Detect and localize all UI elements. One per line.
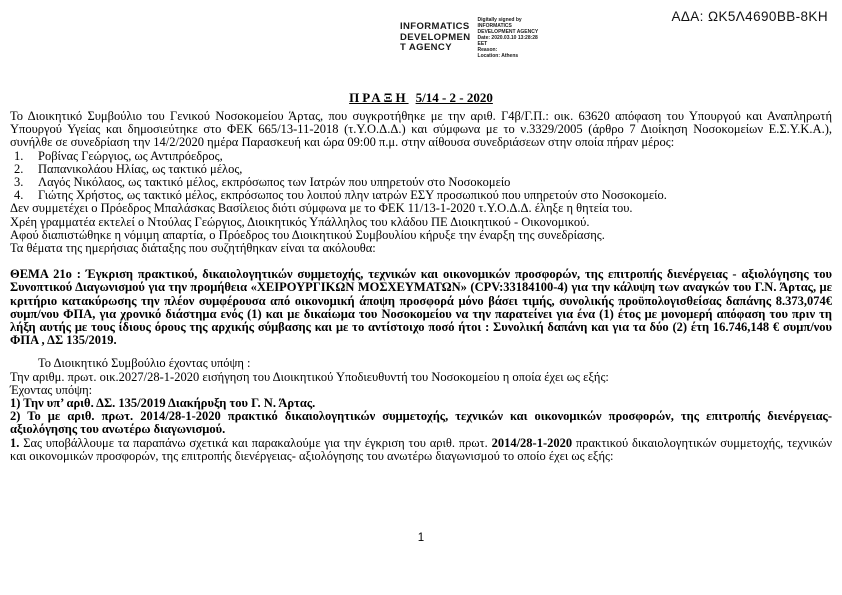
note-secretary: Χρέη γραμματέα εκτελεί ο Ντούλας Γεώργιος, Διοικητικός Υπάλληλος του κλάδου ΠΕ Διοικητικού - Οικονομικού. (10, 214, 590, 229)
signature-detail-line: Digitally signed by (477, 17, 522, 23)
signature-detail-line: Date: 2020.03.10 13:28:28 (477, 35, 538, 41)
member-number: 2. (14, 161, 24, 176)
submission-text-post: πρακτικού δικαιολογητικών συμμετοχής, τεχνικών και οικονομικών προσφορών, της επιτροπής διενέργειας- αξιολόγησης του ανωτέρω διαγωνισμού το οποίο έχει ως εξής: (10, 435, 833, 463)
page-number: 1 (417, 532, 425, 544)
digital-signature-stamp (400, 15, 538, 59)
member-text: Παπανικολάου Ηλίας, ως τακτικό μέλος, (38, 161, 243, 176)
document-body (10, 110, 832, 463)
submission-protocol-number: 2014/28-1-2020 (491, 435, 573, 450)
title-date: 5/14 - 2 - 2020 (415, 90, 493, 105)
member-number: 1. (14, 148, 24, 163)
board-intro-line: Το Διοικητικό Συμβούλιο έχοντας υπόψη : (38, 356, 251, 371)
consideration-item-1: 1) Την υπ’ αριθ. ΔΣ. 135/2019 Διακήρυξη του Γ. Ν. Άρτας. (10, 396, 316, 411)
intro-paragraph: Το Διοικητικό Συμβούλιο του Γενικού Νοσοκομείου Άρτας, που συγκροτήθηκε με την αριθ. Γ4β/Γ.Π.: οικ. 63620 απόφαση του Υπουργού και Αναπληρωτή Υπουργού Υγείας και δημοσιεύτηκε στο ΦΕΚ 665/13-11-2018 (τ.Υ.Ο.Δ.Δ.) και σύμφωνα με το ν.3329/2005 (άρθρο 7 Διοίκηση Νοσοκομείων Ε.Σ.Υ.Κ.Α.), συνήλθε σε συνεδρίαση την 14/2/2020 ημέρα Παρασκευή και ώρα 09:00 π.μ. στην αίθουσα συνεδριάσεων στην οποία πήραν μέρος: (10, 109, 832, 150)
member-text: Ροβίνας Γεώργιος, ως Αντιπρόεδρος, (38, 148, 223, 163)
signature-detail-line: INFORMATICS (477, 23, 512, 29)
ada-code: ΑΔΑ: ΩΚ5Λ4690ΒΒ-8ΚΗ (671, 9, 828, 24)
agency-line: T AGENCY (400, 42, 452, 53)
signature-detail-line: EET (477, 41, 488, 47)
member-row (10, 150, 832, 163)
recommendation-line: Την αριθμ. πρωτ. οικ.2027/28-1-2020 εισήγηση του Διοικητικού Υποδιευθυντή του Νοσοκομείου η οποία έχει ως εξής: (10, 369, 609, 384)
member-number: 4. (14, 188, 24, 203)
signature-detail-line: Reason: (477, 47, 498, 53)
note-quorum: Αφού διαπιστώθηκε η νόμιμη απαρτία, ο Πρόεδρος του Διοικητικού Συμβουλίου κήρυξε την έναρξη της συνεδρίασης. (10, 227, 605, 242)
submission-text-pre: Σας υποβάλλουμε τα παραπάνω σχετικά και παρακαλούμε για την έγκριση του αριθ. πρωτ. (19, 435, 492, 450)
member-text: Λαγός Νικόλαος, ως τακτικό μέλος, εκπρόσωπος των Ιατρών που υπηρετούν στο Νοσοκομείο (38, 175, 511, 190)
document-title-text (349, 90, 493, 105)
signature-detail-line: DEVELOPMENT AGENCY (477, 29, 539, 35)
title-word: ΠΡΑΞΗ (349, 90, 409, 105)
agency-line: INFORMATICS (400, 21, 470, 32)
signature-agency-name (400, 15, 471, 59)
member-text: Γιώτης Χρήστος, ως τακτικό μέλος, εκπρόσωπος του λοιπού πλην ιατρών ΕΣΥ προσωπικού που υπηρετούν στο Νοσοκομείο. (38, 188, 667, 203)
note-absent-president: Δεν συμμετέχει ο Πρόεδρος Μπαλάσκας Βασίλειος διότι σύμφωνα με το ΦΕΚ 11/13-1-2020 τ.Υ.Ο.Δ.Δ. έληξε η θητεία του. (10, 201, 633, 216)
member-number: 3. (14, 175, 24, 190)
document-title (0, 90, 842, 106)
agency-line: DEVELOPMEN (400, 31, 471, 43)
consideration-item-2: 2) Το με αριθ. πρωτ. 2014/28-1-2020 πρακτικό δικαιολογητικών συμμετοχής, τεχνικών και οικονομικών προσφορών, της επιτροπής διενέργειας- αξιολόγησης του ανωτέρω διαγωνισμού. (10, 409, 832, 437)
having-regard-line: Έχοντας υπόψη: (10, 382, 93, 397)
submission-paragraph (10, 437, 832, 463)
thema-paragraph: ΘΕΜΑ 21ο : Έγκριση πρακτικού, δικαιολογητικών συμμετοχής, τεχνικών και οικονομικών προσφορών, της επιτροπής διενέργειας - αξιολόγησης του Συνοπτικού Διαγωνισμού για την προμήθεια «ΧΕΙΡΟΥΡΓΙΚΩΝ ΜΟΣΧΕΥΜΑΤΩΝ» (CPV:33184100-4) για την κάλυψη των αναγκών του Γ.Ν. Άρτας, με κριτήριο κατακύρωσης την πλέον συμφέρουσα από οικονομική άποψη προσφορά μόνο βάσει τιμής, συνολικής προϋπολογισθείσας δαπάνης 8.373,074€ συμπ/νου ΦΠΑ, για χρονικό διάστημα ενός (1) και με δικαίωμα του Νοσοκομείου να την παρατείνει για ένα (1) έτος με μονομερή απόφαση του πριν τη λήξη αυτής με τους ίδιους όρους της αρχικής σύμβασης και με το αντίστοιχο ποσό ήτοι : Συνολική δαπάνη και για τα δύο (2) έτη 16.746,148 € συμπ/νου ΦΠΑ , ΔΣ 135/2019. (10, 267, 832, 348)
member-list (10, 150, 832, 203)
submission-number: 1. (10, 435, 20, 450)
signature-detail-line: Location: Athens (477, 53, 519, 59)
note-agenda: Τα θέματα της ημερήσιας διάταξης που συζητήθηκαν είναι τα ακόλουθα: (10, 241, 376, 256)
signature-details (478, 15, 539, 59)
